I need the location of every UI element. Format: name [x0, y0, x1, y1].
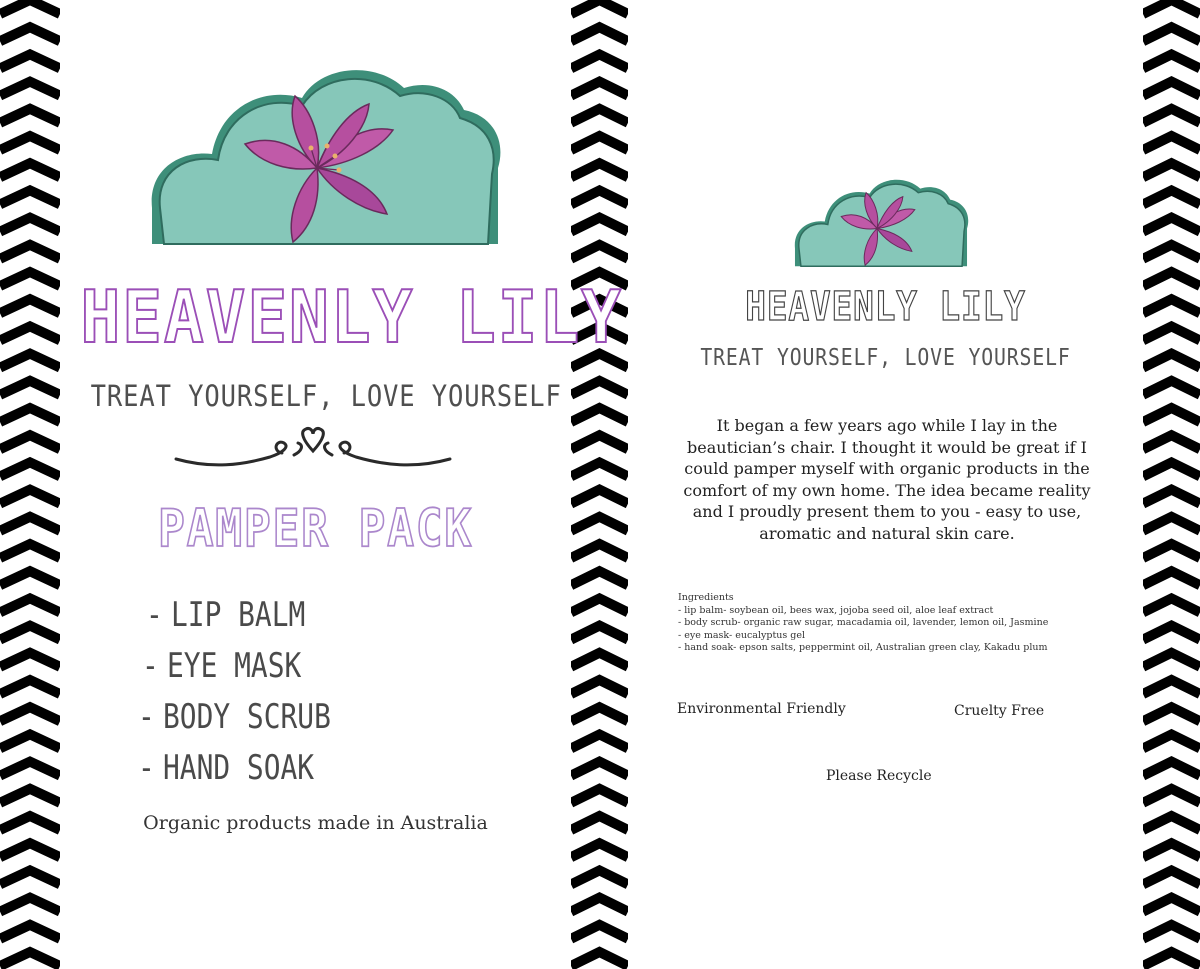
chevron-mark: [0, 598, 60, 612]
chevron-mark: [0, 354, 60, 368]
chevron-mark: [571, 462, 628, 476]
chevron-mark: [1143, 354, 1200, 368]
chevron-mark: [1143, 408, 1200, 422]
chevron-mark: [0, 381, 60, 395]
chevron-mark: [0, 27, 60, 41]
chevron-mark: [0, 245, 60, 259]
list-item: - EYE MASK: [142, 646, 302, 686]
chevron-mark: [1143, 299, 1200, 313]
chevron-stripe-middle: [571, 0, 628, 969]
ingredients-block: [678, 592, 1118, 655]
ingredients-heading: Ingredients: [678, 592, 734, 603]
ingredient-line: - body scrub- organic raw sugar, macadamia oil, lavender, lemon oil, Jasmine: [678, 617, 1049, 629]
chevron-mark: [0, 952, 60, 966]
chevron-mark: [1143, 109, 1200, 123]
chevron-stripe-left: [0, 0, 60, 969]
origin-statement: Organic products made in Australia: [143, 812, 488, 834]
chevron-mark: [571, 680, 628, 694]
chevron-mark: [0, 544, 60, 558]
chevron-mark: [1143, 816, 1200, 830]
chevron-mark: [571, 109, 628, 123]
brand-name: HEAVENLY LILY: [80, 275, 623, 359]
chevron-mark: [571, 544, 628, 558]
chevron-mark: [1143, 653, 1200, 667]
front-label-panel: [60, 0, 623, 969]
chevron-mark: [571, 408, 628, 422]
chevron-mark: [0, 218, 60, 232]
environment-badge: Environmental Friendly: [677, 701, 846, 717]
chevron-mark: [1143, 326, 1200, 340]
chevron-mark: [571, 870, 628, 884]
ingredient-line: - lip balm- soybean oil, bees wax, jojoba seed oil, aloe leaf extract: [678, 604, 994, 616]
chevron-mark: [571, 653, 628, 667]
recycle-notice: Please Recycle: [826, 768, 932, 784]
chevron-mark: [0, 870, 60, 884]
chevron-mark: [571, 490, 628, 504]
chevron-mark: [0, 789, 60, 803]
chevron-mark: [1143, 925, 1200, 939]
chevron-mark: [0, 190, 60, 204]
chevron-mark: [1143, 136, 1200, 150]
cloud-lily-logo: [142, 58, 508, 248]
chevron-mark: [1143, 544, 1200, 558]
chevron-mark: [1143, 272, 1200, 286]
chevron-mark: [1143, 82, 1200, 96]
chevron-mark: [0, 707, 60, 721]
chevron-mark: [0, 136, 60, 150]
pack-contents-list: [138, 590, 373, 794]
chevron-mark: [1143, 218, 1200, 232]
chevron-mark: [571, 843, 628, 857]
pack-title: PAMPER PACK: [157, 499, 474, 559]
chevron-mark: [571, 0, 628, 14]
tagline: TREAT YOURSELF, LOVE YOURSELF: [700, 345, 1071, 371]
chevron-mark: [571, 598, 628, 612]
chevron-mark: [1143, 843, 1200, 857]
chevron-mark: [0, 762, 60, 776]
chevron-mark: [571, 952, 628, 966]
chevron-mark: [1143, 490, 1200, 504]
chevron-mark: [1143, 517, 1200, 531]
tagline: TREAT YOURSELF, LOVE YOURSELF: [90, 379, 562, 413]
chevron-mark: [1143, 680, 1200, 694]
chevron-mark: [1143, 462, 1200, 476]
chevron-mark: [0, 626, 60, 640]
chevron-mark: [1143, 898, 1200, 912]
chevron-mark: [0, 517, 60, 531]
chevron-mark: [1143, 870, 1200, 884]
heart-flourish-divider: [172, 425, 454, 477]
chevron-mark: [1143, 54, 1200, 68]
chevron-mark: [0, 54, 60, 68]
list-item: - LIP BALM: [146, 595, 306, 635]
chevron-mark: [571, 789, 628, 803]
chevron-mark: [1143, 27, 1200, 41]
chevron-mark: [571, 734, 628, 748]
chevron-mark: [0, 843, 60, 857]
chevron-mark: [0, 925, 60, 939]
chevron-mark: [1143, 190, 1200, 204]
chevron-mark: [0, 571, 60, 585]
chevron-mark: [1143, 435, 1200, 449]
heart-icon: [303, 428, 324, 451]
chevron-mark: [0, 326, 60, 340]
chevron-mark: [571, 571, 628, 585]
chevron-mark: [0, 272, 60, 286]
chevron-mark: [571, 517, 628, 531]
chevron-mark: [1143, 626, 1200, 640]
chevron-mark: [0, 680, 60, 694]
chevron-mark: [0, 299, 60, 313]
chevron-mark: [571, 27, 628, 41]
chevron-mark: [571, 54, 628, 68]
chevron-mark: [571, 435, 628, 449]
ingredient-line: - eye mask- eucalyptus gel: [678, 629, 806, 641]
chevron-mark: [0, 0, 60, 14]
chevron-mark: [1143, 381, 1200, 395]
list-item: - HAND SOAK: [138, 748, 315, 788]
chevron-mark: [0, 734, 60, 748]
chevron-mark: [0, 82, 60, 96]
chevron-mark: [571, 626, 628, 640]
chevron-mark: [1143, 952, 1200, 966]
chevron-mark: [0, 653, 60, 667]
chevron-mark: [571, 218, 628, 232]
brand-story: It began a few years ago while I lay in the beautician’s chair. I thought it would be great if I could pamper myself with organic products in the comfort of my own home. The idea became reality and I proudly present them to you - easy to use, aromatic and natural skin care.: [683, 416, 1091, 543]
chevron-mark: [1143, 789, 1200, 803]
chevron-mark: [571, 136, 628, 150]
chevron-mark: [0, 408, 60, 422]
list-item: - BODY SCRUB: [138, 697, 331, 737]
chevron-mark: [0, 462, 60, 476]
back-label-panel: [628, 0, 1143, 969]
chevron-mark: [571, 190, 628, 204]
chevron-mark: [1143, 0, 1200, 14]
chevron-mark: [0, 109, 60, 123]
cloud-lily-logo: [790, 172, 972, 270]
chevron-mark: [1143, 598, 1200, 612]
chevron-mark: [571, 82, 628, 96]
chevron-mark: [0, 435, 60, 449]
chevron-mark: [1143, 762, 1200, 776]
chevron-mark: [571, 381, 628, 395]
brand-name: HEAVENLY LILY: [745, 284, 1026, 330]
chevron-mark: [571, 762, 628, 776]
chevron-mark: [571, 925, 628, 939]
chevron-mark: [1143, 163, 1200, 177]
chevron-mark: [0, 898, 60, 912]
chevron-mark: [571, 707, 628, 721]
chevron-mark: [1143, 734, 1200, 748]
chevron-stripe-right: [1143, 0, 1200, 969]
chevron-mark: [571, 163, 628, 177]
chevron-mark: [1143, 571, 1200, 585]
chevron-mark: [1143, 707, 1200, 721]
cruelty-free-badge: Cruelty Free: [954, 703, 1045, 719]
chevron-mark: [571, 816, 628, 830]
chevron-mark: [0, 816, 60, 830]
chevron-mark: [0, 490, 60, 504]
chevron-mark: [1143, 245, 1200, 259]
chevron-mark: [571, 245, 628, 259]
chevron-mark: [571, 898, 628, 912]
ingredient-line: - hand soak- epson salts, peppermint oil, Australian green clay, Kakadu plum: [678, 642, 1048, 654]
chevron-mark: [0, 163, 60, 177]
